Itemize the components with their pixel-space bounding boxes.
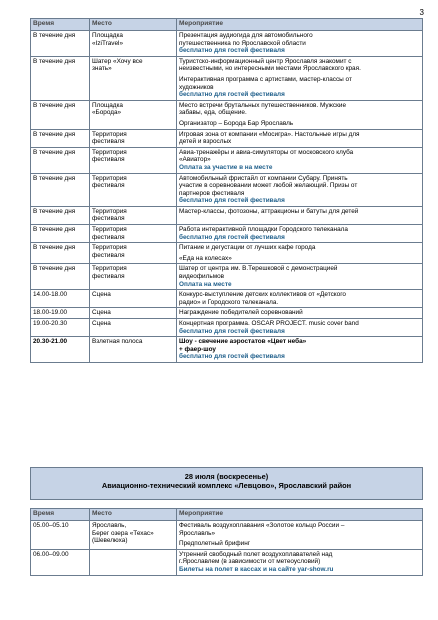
event-text: Авиа-тренажёры и авиа-симуляторы от московского клуба (179, 148, 354, 156)
place-text: Территория (92, 130, 127, 138)
time-text: 20.30-21.00 (33, 338, 68, 346)
place-cell (90, 337, 177, 363)
event-cell (177, 173, 423, 206)
event-text: участие в соревновании может любой желающий. Призы от (179, 182, 358, 190)
event-text: Работа интерактивной площадки Городского телеканала (179, 226, 348, 234)
table-row (31, 521, 423, 550)
place-cell (90, 206, 177, 224)
event-cell (177, 206, 423, 224)
place-text: фестиваля (92, 273, 125, 281)
event-cell (177, 308, 423, 319)
table-row (31, 308, 423, 319)
event-text: + фаер-шоу (179, 345, 216, 353)
place-text: фестиваля (92, 233, 125, 241)
place-text: Территория (92, 226, 127, 234)
place-text: «IziTravel» (92, 39, 124, 47)
place-text: Взлетная полоса (92, 338, 143, 346)
event-cell (177, 243, 423, 264)
day-date: 28 июля (воскресенье) (184, 472, 269, 481)
place-text: Шатер «Хочу все (92, 57, 143, 65)
event-cell (177, 264, 423, 290)
header-time: Время (31, 509, 90, 521)
time-cell (31, 521, 90, 550)
event-text: Место встречи брутальных путешественников. Мужские (179, 101, 347, 109)
place-text: «Борода» (92, 109, 122, 117)
place-text: фестиваля (92, 182, 125, 190)
event-text: «Еда на колесах» (179, 254, 232, 262)
table-row (31, 206, 423, 224)
event-text: г.Ярославлем (в зависимости от метеоусловий) (179, 558, 321, 566)
place-text: Сцена (92, 320, 111, 327)
event-text: Мастер-классы, фотозоны, аттракционы и батуты для детей (179, 207, 359, 215)
event-text: Игровая зона от компании «Мосигра». Настольные игры для (179, 130, 360, 138)
time-text: 06.00–09.00 (33, 550, 69, 558)
event-cell (177, 319, 423, 337)
table-row (31, 290, 423, 308)
table-row (31, 549, 423, 575)
time-cell (31, 129, 90, 147)
time-cell (31, 243, 90, 264)
time-cell (31, 100, 90, 129)
table-row (31, 319, 423, 337)
time-text: В течение дня (33, 244, 76, 252)
page-number: 3 (419, 8, 424, 17)
event-cell (177, 337, 423, 363)
time-text: В течение дня (33, 130, 76, 138)
price-note: бесплатно для гостей фестиваля (179, 327, 285, 335)
event-text: «Авиатор» (179, 156, 211, 164)
day-location: Авиационно-технический комплекс «Левцово», Ярославский район (101, 481, 352, 490)
time-text: В течение дня (33, 101, 76, 109)
price-note: Билеты на полет в кассах и на сайте yar-show.ru (179, 565, 334, 573)
event-text: Концертная программа. OSCAR PROJECT. music cover band (179, 320, 359, 327)
event-text: забавы, еда, общение. (179, 109, 247, 117)
event-cell (177, 100, 423, 129)
price-note: Оплата на месте (179, 280, 232, 288)
event-text: детей и взрослых (179, 138, 232, 146)
event-text: Питание и дегустации от лучших кафе города (179, 244, 316, 252)
time-text: В течение дня (33, 148, 76, 156)
place-cell (90, 264, 177, 290)
place-text: знать» (92, 65, 112, 73)
place-text: Территория (92, 174, 127, 182)
place-text: фестиваля (92, 251, 125, 259)
place-text: фестиваля (92, 156, 125, 164)
event-text: видеофильмов (179, 273, 225, 281)
time-text: В течение дня (33, 174, 76, 182)
event-text: Утренний свободный полет воздухоплавателей над (179, 550, 333, 558)
place-cell (90, 243, 177, 264)
time-text: 19.00-20.30 (33, 320, 68, 327)
time-cell (31, 173, 90, 206)
event-text: Награждение победителей соревнований (179, 309, 303, 317)
event-text: Автомобильный фристайл от компании Субару. Принять (179, 174, 348, 182)
table-header-row (31, 509, 423, 521)
time-text: В течение дня (33, 207, 76, 215)
place-cell (90, 147, 177, 173)
place-cell (90, 308, 177, 319)
place-cell (90, 319, 177, 337)
time-cell (31, 264, 90, 290)
table-row (31, 147, 423, 173)
event-text: Шоу - свечение аэростатов «Цвет неба» (179, 338, 307, 346)
schedule-table-day1 (30, 18, 423, 363)
header-place: Место (90, 19, 177, 31)
place-text: Площадка (92, 101, 123, 109)
time-text: В течение дня (33, 57, 76, 65)
header-event: Мероприятие (177, 19, 423, 31)
time-text: В течение дня (33, 226, 76, 234)
event-cell (177, 147, 423, 173)
event-text: Ярославль» (179, 529, 216, 537)
event-text: Туристско-информационный центр Ярославля знакомит с (179, 57, 352, 65)
place-cell (90, 521, 177, 550)
schedule-table-day2 (30, 508, 423, 576)
price-note: Оплата за участие в на месте (179, 163, 273, 171)
event-text: Шатер от центра им. В.Терешковой с демонстрацией (179, 265, 338, 273)
place-text: Территория (92, 265, 127, 273)
table-row (31, 337, 423, 363)
event-cell (177, 225, 423, 243)
price-note: бесплатно для гостей фестиваля (179, 91, 285, 99)
time-cell (31, 337, 90, 363)
place-cell (90, 290, 177, 308)
place-text: Сцена (92, 291, 111, 299)
event-text: радио» и Городского телеканала. (179, 298, 279, 306)
table-row (31, 264, 423, 290)
price-note: бесплатно для гостей фестиваля (179, 233, 285, 241)
table-row (31, 31, 423, 57)
table-header-row (31, 19, 423, 31)
time-text: В течение дня (33, 265, 76, 273)
event-cell (177, 549, 423, 575)
event-text: Презентация аудиогида для автомобильного (179, 32, 313, 39)
place-cell (90, 56, 177, 100)
event-text: Организатор – Борода Бар Ярославль (179, 119, 294, 127)
time-cell (31, 290, 90, 308)
time-cell (31, 549, 90, 575)
table-row (31, 173, 423, 206)
place-text: (Шевелюха) (92, 537, 128, 545)
time-cell (31, 31, 90, 57)
place-cell (90, 31, 177, 57)
place-text: Территория (92, 244, 127, 252)
event-text: неизвестными, но интересными местами Ярославского края. (179, 65, 361, 73)
time-cell (31, 308, 90, 319)
day-heading (30, 467, 423, 500)
time-cell (31, 225, 90, 243)
place-text: Территория (92, 207, 127, 215)
event-cell (177, 129, 423, 147)
event-text: путешественника по Ярославской области (179, 39, 306, 47)
place-text: фестиваля (92, 215, 125, 223)
event-text: Предполетный брифинг (179, 540, 251, 548)
place-text: Берег озера «Техас» (92, 529, 154, 537)
event-cell (177, 290, 423, 308)
table-row (31, 100, 423, 129)
place-text: Сцена (92, 309, 111, 317)
time-cell (31, 206, 90, 224)
time-cell (31, 147, 90, 173)
event-text: партнеров фестиваля (179, 189, 245, 197)
event-cell (177, 31, 423, 57)
event-text: Фестиваль воздухоплавания «Золотое кольцо России – (179, 522, 345, 529)
time-cell (31, 56, 90, 100)
price-note: бесплатно для гостей фестиваля (179, 197, 285, 205)
time-text: 14.00-18.00 (33, 291, 68, 299)
time-cell (31, 319, 90, 337)
header-event: Мероприятие (177, 509, 423, 521)
place-text: Ярославль, (92, 522, 127, 529)
place-cell (90, 100, 177, 129)
place-cell (90, 129, 177, 147)
place-text: фестиваля (92, 138, 125, 146)
time-text: В течение дня (33, 32, 76, 39)
place-cell (90, 549, 177, 575)
event-cell (177, 56, 423, 100)
header-time: Время (31, 19, 90, 31)
event-cell (177, 521, 423, 550)
time-text: 05.00–05.10 (33, 522, 69, 529)
header-place: Место (90, 509, 177, 521)
table-row (31, 129, 423, 147)
event-text: Интерактивная программа с артистами, мастер-классы от (179, 75, 352, 83)
place-text: Территория (92, 148, 127, 156)
table-row (31, 243, 423, 264)
time-text: 18.00-19.00 (33, 309, 68, 317)
price-note: бесплатно для гостей фестиваля (179, 353, 285, 361)
table-row (31, 56, 423, 100)
table-row (31, 225, 423, 243)
place-cell (90, 225, 177, 243)
place-cell (90, 173, 177, 206)
price-note: бесплатно для гостей фестиваля (179, 47, 285, 55)
event-text: художников (179, 83, 214, 91)
place-text: Площадка (92, 32, 123, 39)
event-text: Конкурс-выступление детских коллективов от «Детского (179, 291, 346, 299)
